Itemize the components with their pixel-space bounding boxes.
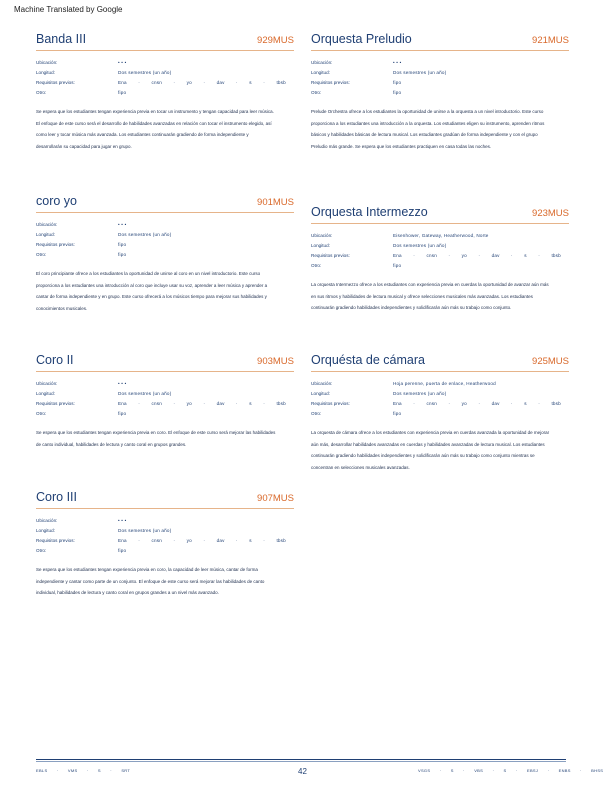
location-label: Ubicación:: [311, 381, 333, 386]
course-title: Orquesta Intermezzo: [311, 205, 428, 219]
course-title: Orquesta Preludio: [311, 32, 412, 46]
other-value: fipo: [118, 411, 127, 416]
footer-school-codes-right: VSGS · S · VBS · S · EBSJ · ENBS · BHSS: [418, 768, 604, 773]
course-meta: [311, 58, 569, 98]
machine-translation-banner: Machine Translated by Google: [14, 5, 123, 14]
length-value: Dos semestres (un año): [118, 70, 172, 75]
location-value: • • •: [118, 518, 127, 523]
course-code: 929MUS: [257, 35, 294, 46]
prereq-value: fipo: [393, 80, 402, 85]
location-value: Hoja perenne, puerta de enlace, Heatherwood: [393, 381, 496, 386]
course-description: El coro principiante ofrece a los estudiantes la oportunidad de unirse al coro en un nivel introductorio. Este curso proporciona a los estudiantes una introducción al coro que incluye usar su voz, aprender a leer música y aprender a cantar de forma independiente y en grupo. Este curso ofrecerá a los músicos tiempo para mejorar sus habilidades y conocimientos musicales.: [36, 271, 268, 311]
course-header: [36, 194, 294, 213]
prereq-label: Requisitos previos:: [36, 401, 75, 406]
course-code: 925MUS: [532, 356, 569, 367]
location-value: • • •: [393, 60, 402, 65]
course-meta: [36, 379, 294, 419]
course-meta: [36, 516, 294, 556]
footer-rule: [36, 759, 566, 760]
course-meta: [311, 379, 569, 419]
prereq-value: Ena · cnsn · yo · dav · s · tbsb: [118, 80, 286, 85]
course-description: Prelude Orchestra ofrece a los estudiantes la oportunidad de unirse a la orquesta a un nivel introductorio. Este curso proporciona a los estudiantes una introducción a la orquesta. Los estudiantes eligen su instrumento, aprenden ritmos básicos y habilidades básicas de lectura musical. Los estudiantes gradúan de forma independiente y con el grupo Preludio más grande. Se espera que los estudiantes practiquen en casa todas las noches.: [311, 109, 545, 149]
location-label: Ubicación:: [311, 60, 333, 65]
course-block: [311, 32, 569, 152]
course-block: [311, 205, 569, 314]
location-label: Ubicación:: [36, 381, 58, 386]
location-label: Ubicación:: [311, 233, 333, 238]
course-title: Banda III: [36, 32, 87, 46]
course-header: [36, 32, 294, 51]
left-column: [36, 32, 294, 632]
length-label: Longitud:: [311, 243, 330, 248]
course-title: Coro III: [36, 490, 77, 504]
length-label: Longitud:: [36, 232, 55, 237]
length-label: Longitud:: [311, 70, 330, 75]
prereq-label: Requisitos previos:: [36, 242, 75, 247]
course-code: 907MUS: [257, 493, 294, 504]
course-description: La orquesta Intermezzo ofrece a los estudiantes con experiencia previa en cuerdas la oportunidad de avanzar aún más en sus ritmos y habilidades de lectura musical y ofrece selecciones musicales más avanzadas. Los estudiantes continuarán gradiendo habilidades independientes y solidificarán aún más su trabajo como conjunto.: [311, 282, 549, 310]
other-label: Otro:: [36, 548, 47, 553]
other-value: fipo: [393, 90, 402, 95]
course-description: Se espera que los estudiantes tengan experiencia previa en tocar un instrumento y tengan capacidad para leer música. El enfoque de este curso será el desarrollo de habilidades avanzadas en relación con tocar el instrumento elegido, así como leer y tocar música más avanzada. Los estudiantes continuarán gradiendo de forma independiente y desarrollarán su capacidad para jugar en grupo.: [36, 109, 274, 149]
course-description: Se espera que los estudiantes tengan experiencia previa en coro. El enfoque de este curso será mejorar las habilidades de canto individual, habilidades de lectura y canto coral en grupos grandes.: [36, 430, 276, 447]
other-label: Otro:: [36, 411, 47, 416]
prereq-label: Requisitos previos:: [36, 80, 75, 85]
course-code: 921MUS: [532, 35, 569, 46]
course-meta: [36, 220, 294, 260]
location-value: • • •: [118, 222, 127, 227]
course-header: [311, 32, 569, 51]
length-label: Longitud:: [36, 70, 55, 75]
location-label: Ubicación:: [36, 222, 58, 227]
prereq-label: Requisitos previos:: [311, 401, 350, 406]
length-value: Dos semestres (un año): [393, 391, 447, 396]
course-code: 903MUS: [257, 356, 294, 367]
course-block: [36, 32, 294, 152]
other-label: Otro:: [311, 411, 322, 416]
other-value: fipo: [118, 252, 127, 257]
prereq-value: Ena · cnsn · yo · dav · s · tbsb: [118, 538, 286, 543]
location-label: Ubicación:: [36, 518, 58, 523]
prereq-value: Ena · cnsn · yo · dav · s · tbsb: [393, 401, 561, 406]
prereq-label: Requisitos previos:: [311, 80, 350, 85]
prereq-value: fipo: [118, 242, 127, 247]
course-description: Se espera que los estudiantes tengan experiencia previa en coro, la capacidad de leer música, cantar de forma independiente y cantar como parte de un conjunto. El enfoque de este curso será mejorar las habilidades de canto individual, habilidades de lectura y canto coral en grupos grandes a un nivel más avanzado.: [36, 567, 265, 595]
length-label: Longitud:: [36, 528, 55, 533]
length-label: Longitud:: [36, 391, 55, 396]
other-value: fipo: [118, 90, 127, 95]
other-value: fipo: [393, 411, 402, 416]
course-header: [311, 205, 569, 224]
other-value: fipo: [118, 548, 127, 553]
other-value: fipo: [393, 263, 402, 268]
prereq-value: Ena · cnsn · yo · dav · s · tbsb: [118, 401, 286, 406]
location-label: Ubicación:: [36, 60, 58, 65]
footer-rule: [36, 761, 566, 762]
right-column: [311, 32, 569, 512]
course-block: [36, 353, 294, 450]
course-header: [311, 353, 569, 372]
other-label: Otro:: [36, 252, 47, 257]
prereq-value: Ena · cnsn · yo · dav · s · tbsb: [393, 253, 561, 258]
course-header: [36, 490, 294, 509]
location-value: Eisenhower, Gateway, Heatherwood, Norte: [393, 233, 489, 238]
length-value: Dos semestres (un año): [393, 243, 447, 248]
course-block: [311, 353, 569, 473]
course-code: 923MUS: [532, 208, 569, 219]
page-number: 42: [298, 767, 307, 776]
length-value: Dos semestres (un año): [118, 232, 172, 237]
prereq-label: Requisitos previos:: [311, 253, 350, 258]
prereq-label: Requisitos previos:: [36, 538, 75, 543]
course-title: Orquésta de cámara: [311, 353, 425, 367]
length-value: Dos semestres (un año): [118, 528, 172, 533]
location-value: • • •: [118, 381, 127, 386]
other-label: Otro:: [36, 90, 47, 95]
other-label: Otro:: [311, 263, 322, 268]
course-description: La orquesta de cámara ofrece a los estudiantes con experiencia previa en cuerdas avanzada la oportunidad de mejorar aún más, desarrollar habilidades avanzadas en cuerdas y habilidades avanzadas de lectura musical. Los estudiantes continuarán gradiendo habilidades independientes y solidificarán aún más su trabajo como conjunto mientras se concentran en selecciones musicales avanzadas.: [311, 430, 550, 470]
course-header: [36, 353, 294, 372]
course-title: coro yo: [36, 194, 77, 208]
course-meta: [311, 231, 569, 271]
other-label: Otro:: [311, 90, 322, 95]
length-value: Dos semestres (un año): [393, 70, 447, 75]
course-title: Coro II: [36, 353, 74, 367]
location-value: • • •: [118, 60, 127, 65]
course-block: [36, 490, 294, 599]
length-label: Longitud:: [311, 391, 330, 396]
footer-school-codes-left: EBLS · VMS · S · SRT: [36, 768, 131, 773]
course-block: [36, 194, 294, 314]
course-code: 901MUS: [257, 197, 294, 208]
course-meta: [36, 58, 294, 98]
length-value: Dos semestres (un año): [118, 391, 172, 396]
